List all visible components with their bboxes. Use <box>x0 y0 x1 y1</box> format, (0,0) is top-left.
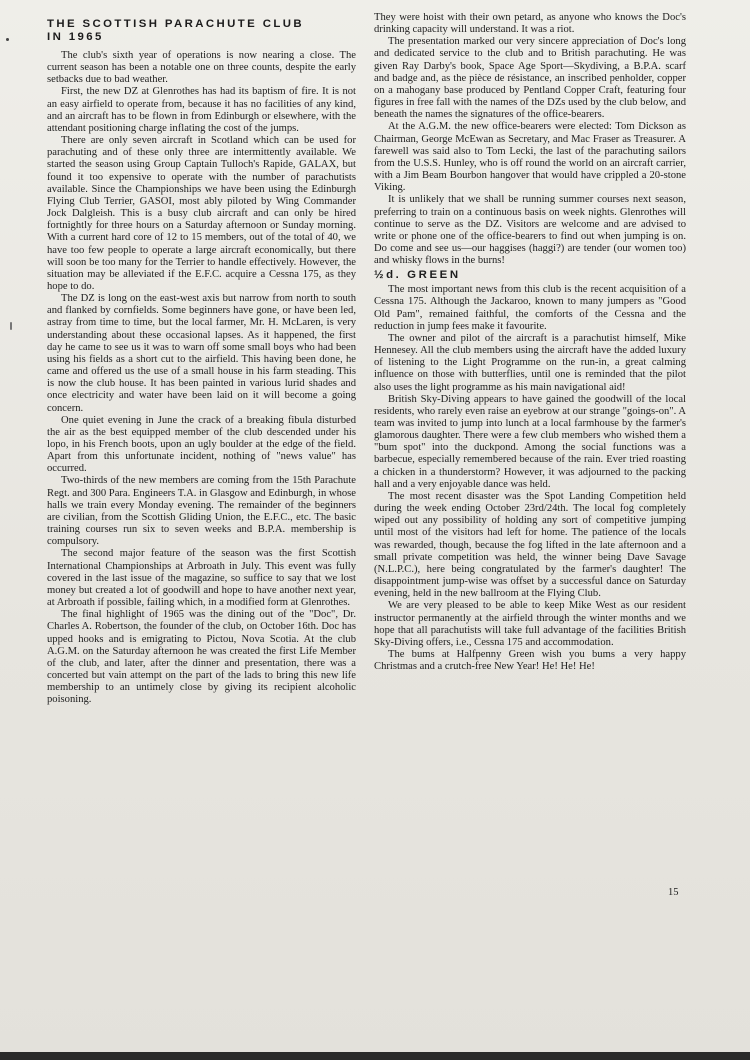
article-title-line1: THE SCOTTISH PARACHUTE CLUB <box>47 18 304 30</box>
article-paragraph: At the A.G.M. the new office-bearers were elected: Tom Dickson as Chairman, George McEwan as Secretary, and Mac Fraser as Treasurer. A farewell was said also to Tom Lecki, the last of the parachuting sailors from the U.S.S. Hunley, who is off round the world on an aircraft carrier, with a Jim Beam Bourbon hangover that would have crippled a 20-stone Viking. <box>374 121 686 194</box>
left-column <box>47 12 356 706</box>
article-paragraph: The second major feature of the season was the first Scottish International Championships at Arbroath in July. This event was fully covered in the last issue of the magazine, so suffice to say that we lost money but created a lot of goodwill and hope to have another next year, at Arbroath if possible, failing which, in a modified form at Glenrothes. <box>47 548 356 609</box>
section-paragraph: We are very pleased to be able to keep Mike West as our resident instructor permanently at the airfield through the winter months and we hope that all parachutists will take full advantage of the facilities British Sky-Diving offers, i.e., Cessna 175 and accommodation. <box>374 600 686 648</box>
article-paragraph: One quiet evening in June the crack of a breaking fibula disturbed the air as the best equipped member of the club descended under his lopo, in his French boots, upon an ugly boulder at the edge of the field. Apart from this unfortunate incident, nothing of "news value" has occurred. <box>47 414 356 475</box>
page-number: 15 <box>668 887 679 898</box>
section-paragraph: The bums at Halfpenny Green wish you bums a very happy Christmas and a crutch-free New Year! He! He! He! <box>374 648 686 673</box>
article-paragraph: The DZ is long on the east-west axis but narrow from north to south and flanked by cornfields. Some beginners have gone, or have been led, astray from time to time, but the local farmer, Mr. H. McLaren, is very understanding about these occasional lapses. As it happened, the first day he came to see us it was to warn off some small boys who had been using his fields as a short cut to the airfield. This having been done, he came and offered us the use of a small house in his farm steading. This is now the club house. It has been painted in various lurid shades and once electricity and water have been laid on it will become a going concern. <box>47 293 356 414</box>
article-title-line2: IN 1965 <box>47 31 104 43</box>
right-column <box>374 12 686 673</box>
section-heading: ½d. GREEN <box>374 269 461 282</box>
section-paragraph: The most recent disaster was the Spot Landing Competition held during the week ending October 23rd/24th. The local fog completely wiped out any possibility of holding any sort of competitive jumping until most of the visitors had left for home. The patience of the locals was rewarded, though, because the fog lifted in the late afternoon and a small private competition was held, the winner being Dave Savage (N.L.P.C.), here being congratulated by the farmer's daughter! The disappointment jump-wise was offset by a successful dance on Saturday evening, held in the new ballroom at the Flying Club. <box>374 490 686 600</box>
print-speck <box>10 322 12 330</box>
article-paragraph: First, the new DZ at Glenrothes has had its baptism of fire. It is not an easy airfield to operate from, because it has no facilities of any kind, and an aircraft has to be flown in from Edinburgh or elsewhere, with the attendant positioning charge inflating the cost of the jumps. <box>47 86 356 134</box>
scan-edge <box>0 1052 750 1060</box>
article-paragraph: There are only seven aircraft in Scotland which can be used for parachuting and of these only three are intermittently available. We started the season using Group Captain Tulloch's Rapide, GALAX, but found it too expensive to operate with the number of parachutists available. Since the Championships we have been using the Edinburgh Flying Club Terrier, GASOI, most ably piloted by Wing Commander Jock Dalgleish. This is a busy club aircraft and can only be hired fortnightly for three hours on a Saturday afternoon or Sunday morning. With a current hard core of 12 to 15 members, out of the total of 40, we have too few people to operate a large aircraft economically, but there will soon be too many for the Terrier to handle effectively. However, the situation may be alleviated if the E.F.C. acquire a Cessna 175, as they hope to do. <box>47 135 356 292</box>
article-title <box>47 18 356 44</box>
print-speck <box>6 38 9 41</box>
article-paragraph: The final highlight of 1965 was the dining out of the "Doc", Dr. Charles A. Robertson, the founder of the club, on October 16th. Doc has upped hooks and is emigrating to Pictou, Nova Scotia. At the club A.G.M. on the Saturday afternoon he was created the first Life Member of the club, and later, after the dinner and presentation, there was a concerted but vain attempt on the part of the lads to bring this new life membership to an untimely close by giving its recipient alcoholic poisoning. <box>47 609 356 706</box>
section-paragraph: The owner and pilot of the aircraft is a parachutist himself, Mike Hennesey. All the club members using the aircraft have the added luxury of listening to the Light Programme on the run-in, a great calming influence on those with butterflies, until one is reminded that the pilot also uses the light programme as his main navigational aid! <box>374 332 686 393</box>
section-paragraph: British Sky-Diving appears to have gained the goodwill of the local residents, who rarely even raise an eyebrow at our strange "goings-on". A team was invited to jump into lunch at a local farmhouse by the farmer's glamorous daughter. There were a few club members who wished them a "bum spot" into the duckpond. Among the social functions was a barbecue, especially remembered because of the rain. Ever tried roasting a chicken in a thunderstorm? However, it was adjourned to the packing hall and a very enjoyable dance was held. <box>374 393 686 490</box>
section-paragraph: The most important news from this club is the recent acquisition of a Cessna 175. Although the Jackaroo, known to many jumpers as "Good Old Pam", remained faithful, the comforts of the Cessna and the reduction in jump fees make it favourite. <box>374 284 686 332</box>
article-paragraph: Two-thirds of the new members are coming from the 15th Parachute Regt. and 300 Para. Engineers T.A. in Glasgow and Edinburgh, in whose halls we train every Monday evening. The remainder of the beginners are civilian, from the Scottish Gliding Union, the E.F.C., etc. The basic training courses run six to seven weeks and B.P.A. membership is compulsory. <box>47 475 356 548</box>
article-paragraph: It is unlikely that we shall be running summer courses next season, preferring to train on a continuous basis on week nights. Glenrothes will continue to serve as the DZ. Visitors are welcome and are advised to write or phone one of the office-bearers to find out when jumping is on. Do come and see us—our haggises (haggi?) are tender (our women too) and whisky flows in the burns! <box>374 194 686 267</box>
article-paragraph: The club's sixth year of operations is now nearing a close. The current season has been a notable one on three counts, despite the early setbacks due to bad weather. <box>47 50 356 86</box>
article-paragraph: The presentation marked our very sincere appreciation of Doc's long and dedicated service to the club and to British parachuting. He was given Ray Darby's book, Space Age Sport—Skydiving, a B.P.A. scarf and badge and, as the pièce de résistance, an inscribed penholder, copper on a mahogany base produced by Pentland Copper Craft, featuring four figures in free fall with the names of the DZs used by the club below, and beneath the names the signatures of the office-bearers. <box>374 36 686 121</box>
article-paragraph: They were hoist with their own petard, as anyone who knows the Doc's drinking capacity will understand. It was a riot. <box>374 12 686 36</box>
